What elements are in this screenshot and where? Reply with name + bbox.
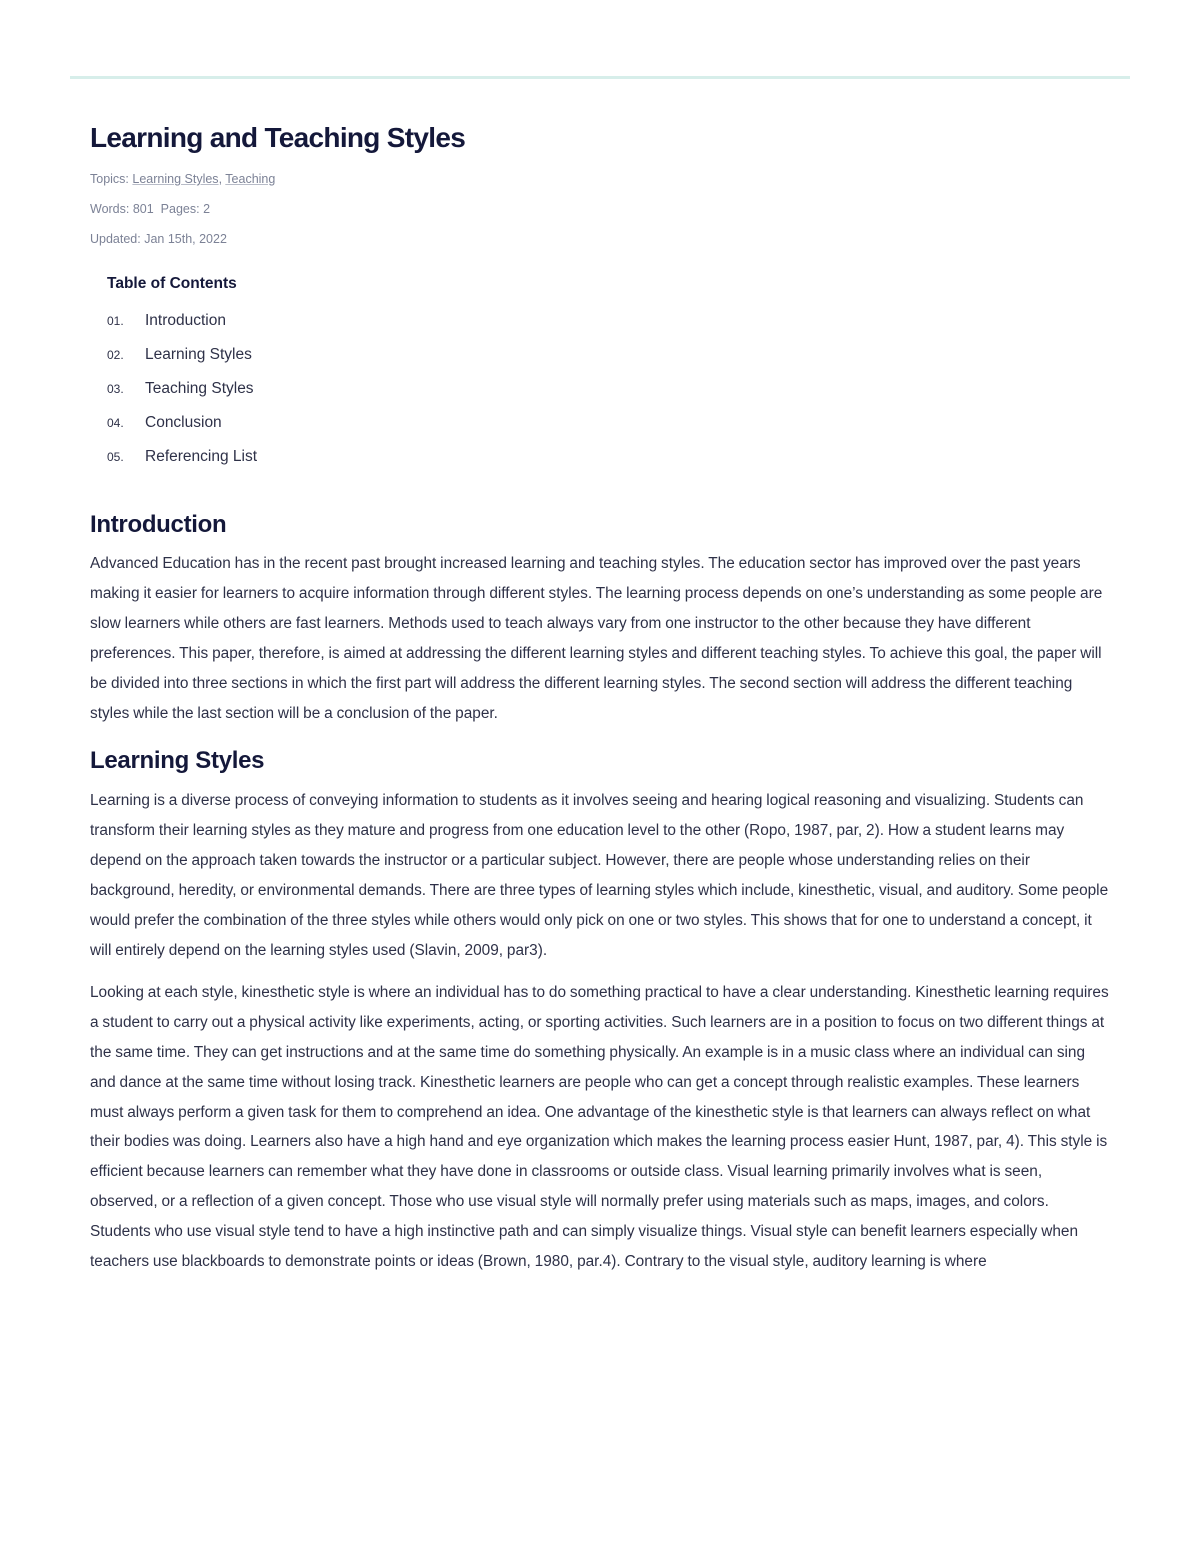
- document-content: [90, 120, 1110, 1277]
- topics-line: Topics: Learning Styles, Teaching: [90, 172, 276, 186]
- toc-item-number: 01.: [107, 314, 124, 328]
- toc-item-label[interactable]: Introduction: [145, 312, 226, 329]
- learning-styles-paragraph-2: Looking at each style, kinesthetic style is where an individual has to do something practical to have a clear understanding. Kinesthetic learning requires a student to carry out a physical activity like experiments, acting, or sporting activities. Such learners are in a position to focus on two different things at the same time. They can get instructions and at the same time do something physically. An example is in a music class where an individual can sing and dance at the same time without losing track. Kinesthetic learners are people who can get a concept through realistic examples. These learners must always perform a given task for them to comprehend an idea. One advantage of the kinesthetic style is that learners can always reflect on what their bodies was doing. Learners also have a high hand and eye organization which makes the learning process easier Hunt, 1987, par, 4). This style is efficient because learners can remember what they have done in classrooms or outside class. Visual learning primarily involves what is seen, observed, or a reflection of a given concept. Those who use visual style will normally prefer using materials such as maps, images, and colors. Students who use visual style tend to have a high instinctive path and can simply visualize things. Visual style can benefit learners especially when teachers use blackboards to demonstrate points or ideas (Brown, 1980, par.4). Contrary to the visual style, auditory learning is where: [90, 983, 1109, 1271]
- section-learning-styles: [90, 744, 1110, 1277]
- pages-count: 2: [203, 202, 211, 216]
- toc-item-introduction[interactable]: [107, 304, 1110, 338]
- words-count: 801: [132, 202, 154, 216]
- section-introduction: [90, 508, 1110, 728]
- topic-link-teaching[interactable]: Teaching: [225, 172, 276, 186]
- toc-item-number: 03.: [107, 382, 124, 396]
- toc-item-number: 05.: [107, 450, 124, 464]
- toc-item-label[interactable]: Referencing List: [145, 448, 258, 465]
- toc-item-number: 04.: [107, 416, 124, 430]
- page-title: Learning and Teaching Styles: [90, 122, 466, 153]
- introduction-paragraph: Advanced Education has in the recent past brought increased learning and teaching styles. The education sector has improved over the past years making it easier for learners to acquire information through different styles. The learning process depends on one’s understanding as some people are slow learners while others are fast learners. Methods used to teach always vary from one instructor to the other because they have different preferences. This paper, therefore, is aimed at addressing the different learning styles and different teaching styles. To achieve this goal, the paper will be divided into three sections in which the first part will address the different learning styles. The second section will address the different teaching styles while the last section will be a conclusion of the paper.: [90, 555, 1103, 722]
- toc-item-learning-styles[interactable]: [107, 338, 1110, 372]
- topics-label: Topics:: [90, 172, 129, 186]
- updated-date: Updated: Jan 15th, 2022: [90, 232, 227, 246]
- toc-item-label[interactable]: Teaching Styles: [145, 380, 254, 397]
- toc-title: Table of Contents: [107, 275, 237, 292]
- toc-item-label[interactable]: Conclusion: [145, 414, 222, 431]
- topic-link-learning-styles[interactable]: Learning Styles: [132, 172, 219, 186]
- stats-line: [90, 194, 1110, 224]
- learning-styles-paragraph-1: Learning is a diverse process of conveying information to students as it involves seeing and hearing logical reasoning and visualizing. Students can transform their learning styles as they mature and progress from one education level to the other (Ropo, 1987, par, 2). How a student learns may depend on the approach taken towards the instructor or a particular subject. However, there are people whose understanding relies on their background, heredity, or environmental demands. There are three types of learning styles which include, kinesthetic, visual, and auditory. Some people would prefer the combination of the three styles while others would only pick on one or two styles. This shows that for one to understand a concept, it will entirely depend on the learning styles used (Slavin, 2009, par3).: [90, 792, 1109, 959]
- words-label: Words:: [90, 202, 130, 216]
- section-heading-introduction: Introduction: [90, 511, 227, 538]
- toc-item-label[interactable]: Learning Styles: [145, 346, 252, 363]
- toc-item-teaching-styles[interactable]: [107, 372, 1110, 406]
- toc-item-number: 02.: [107, 348, 124, 362]
- top-divider: [70, 76, 1130, 79]
- toc-item-conclusion[interactable]: [107, 406, 1110, 440]
- toc-item-referencing-list[interactable]: [107, 440, 1110, 474]
- pages-label: Pages:: [160, 202, 200, 216]
- section-heading-learning-styles: Learning Styles: [90, 747, 265, 775]
- table-of-contents: [90, 274, 1110, 474]
